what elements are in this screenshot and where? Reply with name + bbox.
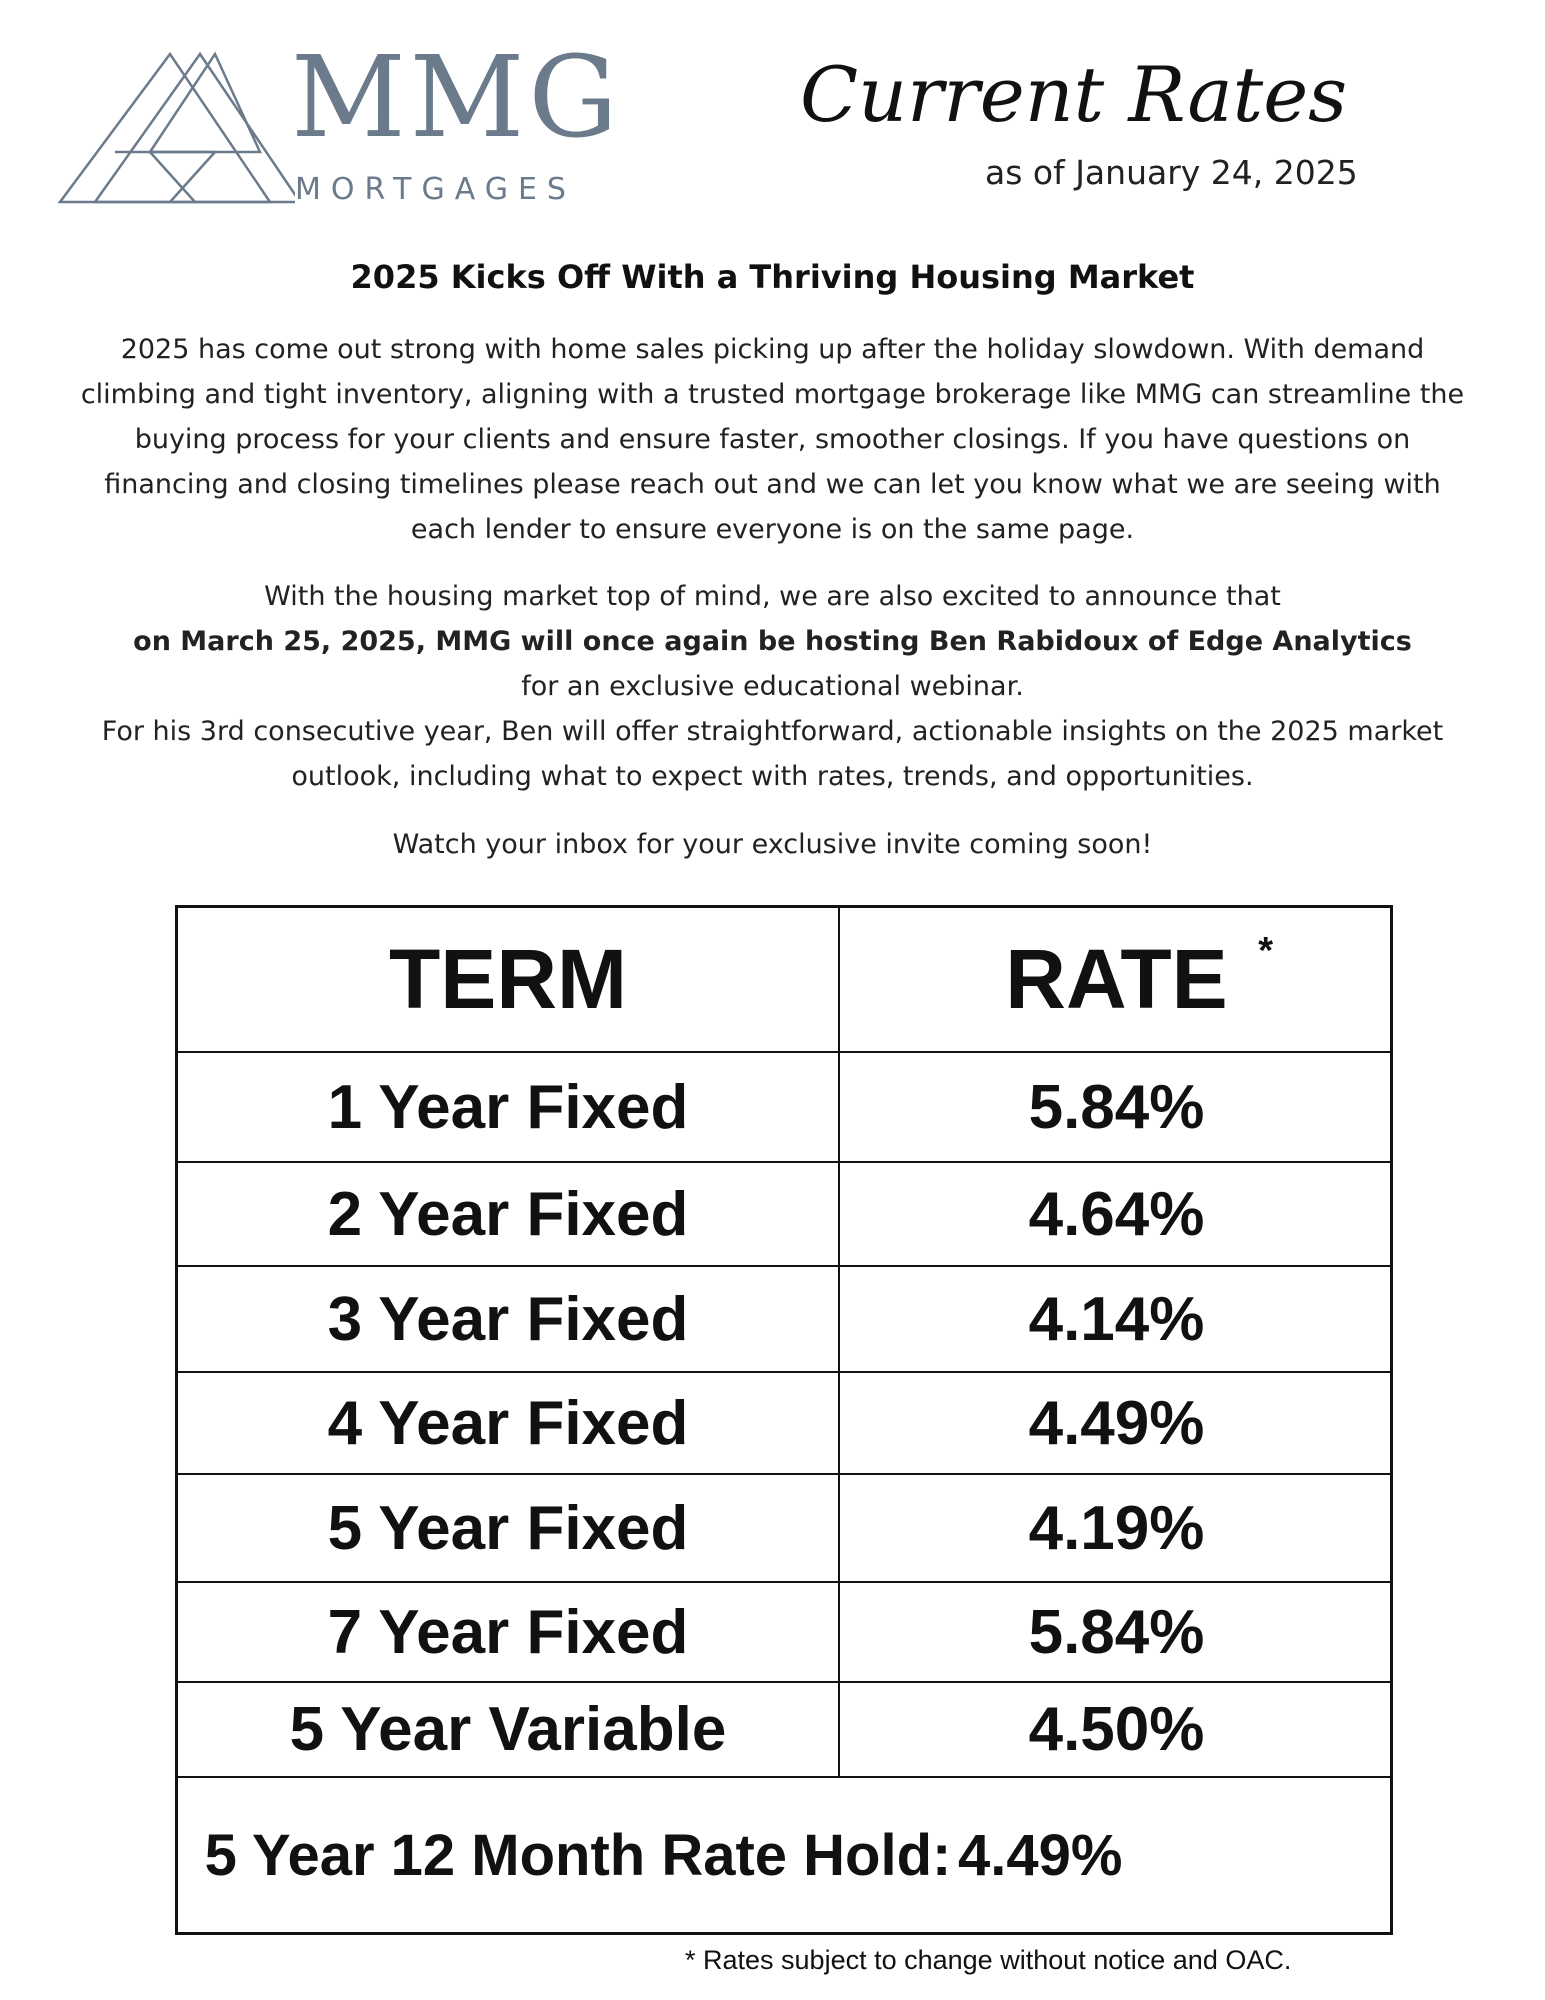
- rate-header: [838, 908, 1393, 1051]
- table-row: [178, 1583, 1390, 1683]
- rate-hold-rate: 4.49%: [958, 1822, 1123, 1888]
- announcement-line-4: For his 3rd consecutive year, Ben will offer straightforward, actionable insights on the 2025 market outlook, including what to expect with rates, trends, and opportunities.: [101, 716, 1444, 792]
- rate-header-label: RATE: [1005, 932, 1228, 1026]
- term-cell: 1 Year Fixed: [327, 1072, 689, 1142]
- table-row: [178, 1267, 1390, 1373]
- intro-paragraph: 2025 has come out strong with home sales picking up after the holiday slowdown. With demand climbing and tight inventory, aligning with a trusted mortgage brokerage like MMG can streamline the buying process for your clients and ensure faster, smoother closings. If you have questions on financing and closing timelines please reach out and we can let you know what we are seeing with each lender to ensure everyone is on the same page.: [80, 334, 1465, 545]
- rate-cell: 4.19%: [838, 1475, 1393, 1581]
- table-row: [178, 1373, 1390, 1475]
- rate-hold-term: 5 Year 12 Month Rate Hold:: [204, 1822, 952, 1888]
- rate-hold-row: [178, 1778, 1390, 1932]
- announcement-line-3: for an exclusive educational webinar.: [521, 671, 1024, 702]
- rate-cell: 4.49%: [838, 1373, 1393, 1473]
- term-cell: 2 Year Fixed: [327, 1179, 689, 1249]
- table-header-row: [178, 908, 1390, 1053]
- company-logo: [55, 33, 622, 210]
- page-title: Current Rates: [800, 50, 1348, 139]
- table-row: [178, 1475, 1390, 1583]
- rate-cell: 4.14%: [838, 1267, 1393, 1371]
- table-row: [178, 1053, 1390, 1163]
- headline: 2025 Kicks Off With a Thriving Housing Market: [350, 258, 1195, 296]
- term-cell: 7 Year Fixed: [327, 1597, 689, 1667]
- rate-cell: 4.64%: [838, 1163, 1393, 1265]
- rate-cell: 5.84%: [838, 1583, 1393, 1681]
- announcement-line-1: With the housing market top of mind, we are also excited to announce that: [264, 581, 1281, 612]
- term-cell: 3 Year Fixed: [327, 1284, 689, 1354]
- rate-asterisk: *: [1258, 930, 1273, 972]
- as-of-date: as of January 24, 2025: [985, 153, 1358, 192]
- rates-table: [175, 905, 1393, 1935]
- term-cell: 5 Year Variable: [289, 1695, 727, 1764]
- logo-subtitle: MORTGAGES: [295, 172, 576, 207]
- term-cell: 4 Year Fixed: [327, 1388, 689, 1458]
- rate-cell: 5.84%: [838, 1053, 1393, 1161]
- table-row: [178, 1163, 1390, 1267]
- term-cell: 5 Year Fixed: [327, 1493, 689, 1563]
- invite-note: Watch your inbox for your exclusive invite coming soon!: [392, 829, 1153, 860]
- announcement-bold-line: on March 25, 2025, MMG will once again be hosting Ben Rabidoux of Edge Analytics: [133, 626, 1412, 657]
- table-row: [178, 1683, 1390, 1778]
- rate-cell: 4.50%: [838, 1683, 1393, 1776]
- rates-disclaimer: * Rates subject to change without notice and OAC.: [685, 1945, 1292, 1975]
- logo-wordmark: MMG: [291, 33, 622, 163]
- webinar-announcement: [80, 574, 1465, 799]
- term-header: TERM: [389, 932, 627, 1026]
- triangle-logo-icon: [55, 50, 295, 210]
